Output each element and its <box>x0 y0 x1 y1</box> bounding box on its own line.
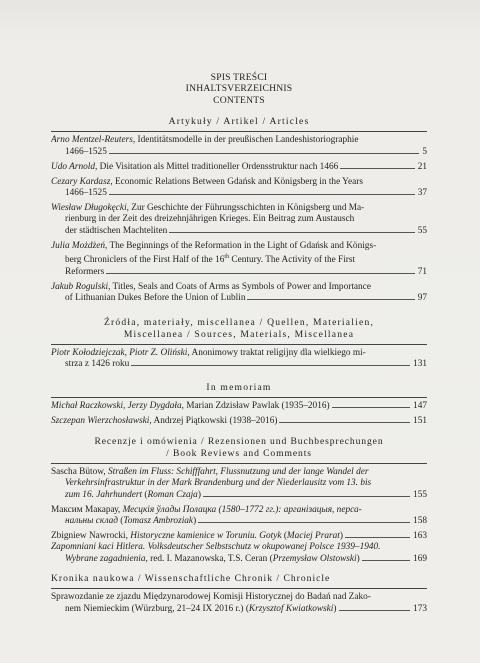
entry-title: , Die Visitation als Mittel traditioneller Ordensstruktur nach 1466 <box>95 161 339 172</box>
entry-author: Zbigniew Nawrocki, <box>51 531 131 541</box>
entry-paren: ) <box>356 553 360 564</box>
section-chronicle: Kronika naukowa / Wissenschaftliche Chronik / Chronicle <box>51 573 331 585</box>
dot-leader <box>332 407 410 408</box>
toc-entry <box>51 542 427 565</box>
page-number: 169 <box>413 553 427 564</box>
entry-editors: , red. I. Mazanowska, T.S. Ceran ( <box>145 553 273 564</box>
toc-entry <box>51 592 427 615</box>
page-number: 158 <box>413 516 427 526</box>
entry-author: Jakub Rogulski <box>51 281 109 292</box>
entry-title: , Identitätsmodelle in der preußischen Landeshistoriographie <box>132 135 359 146</box>
section-rule <box>51 463 427 464</box>
entry-title: , Andrzej Piątkowski (1938–2016) <box>149 416 278 427</box>
entry-title-cont: 1466–1525 <box>65 188 107 199</box>
entry-title-cont: zum 16. Jahrhundert <box>65 489 143 500</box>
entry-reviewer: Krzysztof Kwiatkowski <box>248 603 334 614</box>
dot-leader <box>247 299 414 300</box>
entry-author: Julia Możdżeń <box>51 240 105 251</box>
entry-reviewer: (Maciej Prarat) <box>281 531 343 541</box>
section-reviews: Recenzje i omówienia / Rezensionen und Buchbesprechungen <box>94 435 384 447</box>
dot-leader <box>106 273 414 274</box>
entry-author: Cezary Kardasz <box>51 176 111 187</box>
entry-title-cont: der städtischen Machteliten <box>65 225 168 236</box>
entry-title-cont: strza z 1426 roku <box>65 358 130 369</box>
toc-heading-de: INHALTSVERZEICHNIS <box>185 83 293 95</box>
entry-title-cont: Wybrane zagadnienia <box>65 553 146 564</box>
toc-heading-en: CONTENTS <box>213 94 265 106</box>
page-number: 71 <box>417 266 427 277</box>
page-number: 5 <box>422 146 427 157</box>
section-rule <box>51 344 427 345</box>
section-sources: Źródła, materiały, miscellanea / Quellen, Materialien, <box>103 316 375 328</box>
dot-leader <box>339 610 411 611</box>
toc-entry <box>51 203 427 237</box>
entry-title: Zapomniani kaci Hitlera. Volksdeutscher Selbstschutz w okupowanej Polsce 1939–1940. <box>51 542 381 553</box>
entry-reviewer: Przemysław Olstowski <box>272 553 357 564</box>
page-number: 37 <box>417 188 427 199</box>
toc-entry <box>51 416 427 427</box>
entry-author: Piotr Kołodziejczak, Piotr Z. Oliński <box>51 347 188 358</box>
entry-title-cont: rienburg in der Zeit des dreizehnjährigen Krieges. Ein Beitrag zum Austausch <box>65 214 355 225</box>
section-sources-cont: Miscellanea / Sources, Materials, Miscellanea <box>123 328 355 340</box>
dot-leader <box>279 422 410 423</box>
entry-author: Udo Arnold <box>51 161 95 172</box>
section-articles: Artykuły / Artikel / Articles <box>168 116 310 128</box>
entry-title: , Titles, Seals and Coats of Arms as Symbols of Power and Importance <box>108 281 371 292</box>
entry-paren: ) <box>333 603 337 614</box>
entry-title: , The Beginnings of the Reformation in the Light of Gdańsk and Königs- <box>104 240 377 251</box>
toc-entry <box>51 401 427 412</box>
entry-author: Wiesław Długokęcki <box>51 203 127 214</box>
dot-leader <box>169 232 414 233</box>
toc-entry <box>51 241 427 278</box>
dot-leader <box>340 168 414 169</box>
entry-title-cont: nem Niemieckim (Würzburg, 21–24 IX 2016 r.) ( <box>65 603 249 614</box>
entry-author: Максим Макарау, <box>51 504 123 515</box>
section-reviews-cont: / Book Reviews and Comments <box>166 447 312 459</box>
dot-leader <box>203 496 410 497</box>
toc-entry <box>51 505 427 528</box>
table-of-contents <box>51 72 427 619</box>
entry-title: , Economic Relations Between Gdańsk and Königsberg in the Years <box>110 176 363 187</box>
page-number: 147 <box>413 401 427 412</box>
toc-entry <box>51 531 427 542</box>
entry-author: Sascha Bütow, <box>51 466 108 477</box>
entry-title: , Anonimowy traktat religijny dla wielkiego mi- <box>187 347 366 358</box>
entry-title: , Zur Geschichte der Führungsschichten in Königsberg und Ma- <box>126 203 365 214</box>
page-number: 163 <box>413 531 427 541</box>
section-rule <box>51 131 427 132</box>
toc-entry <box>51 348 427 371</box>
entry-reviewer: (Tomasz Ambroziak) <box>117 516 197 526</box>
entry-author: Michał Raczkowski, Jerzy Dygdała <box>51 401 182 412</box>
entry-title-cont: 1466–1525 <box>65 146 107 157</box>
toc-entry <box>51 177 427 200</box>
entry-author: Szczepan Wierzchosławski <box>51 416 150 427</box>
toc-entry <box>51 162 427 173</box>
toc-heading-pl: SPIS TREŚCI <box>210 72 268 83</box>
dot-leader <box>198 522 410 523</box>
page-number: 151 <box>413 416 427 427</box>
entry-title: Historyczne kamienice w Toruniu. Gotyk <box>130 531 282 541</box>
entry-title: Sprawozdanie ze zjazdu Międzynarodowej Komisji Historycznej do Badań nad Zako- <box>51 592 371 603</box>
section-rule <box>51 397 427 398</box>
entry-title-cont: berg Chroniclers of the First Half of the 16th Century. The Activity of the First <box>65 254 356 266</box>
dot-leader <box>345 537 410 538</box>
entry-title-cont: нальны склад <box>65 516 118 526</box>
section-memoriam: In memoriam <box>206 382 272 394</box>
toc-entry <box>51 282 427 305</box>
dot-leader <box>109 153 420 154</box>
entry-title: Месцкія ўлады Полацка (1580–1772 гг.): арганізацыя, перса- <box>122 504 362 515</box>
section-rule <box>51 588 427 589</box>
entry-title: , Marian Zdzisław Pawlak (1935–2016) <box>181 401 330 412</box>
toc-entry <box>51 135 427 158</box>
entry-title-cont: of Lithuanian Dukes Before the Union of Lublin <box>65 293 246 304</box>
entry-author: Arno Mentzel-Reuters <box>51 135 133 146</box>
page-number: 131 <box>413 358 427 369</box>
entry-reviewer: (Roman Czaja) <box>142 489 201 500</box>
entry-title-cont: Verkehrsinfrastruktur in der Mark Brandenburg und der Niederlausitz vom 13. bis <box>65 478 372 489</box>
page-number: 21 <box>417 161 427 172</box>
entry-title: Straßen im Fluss: Schifffahrt, Flussnutzung und der lange Wandel der <box>107 466 369 477</box>
toc-entry <box>51 467 427 501</box>
dot-leader <box>362 560 410 561</box>
dot-leader <box>109 194 415 195</box>
page-number: 155 <box>413 489 427 500</box>
entry-title-cont: Reformers <box>65 266 105 277</box>
dot-leader <box>131 365 410 366</box>
page-number: 97 <box>417 293 427 304</box>
page-number: 173 <box>413 603 427 614</box>
page-number: 55 <box>417 225 427 236</box>
